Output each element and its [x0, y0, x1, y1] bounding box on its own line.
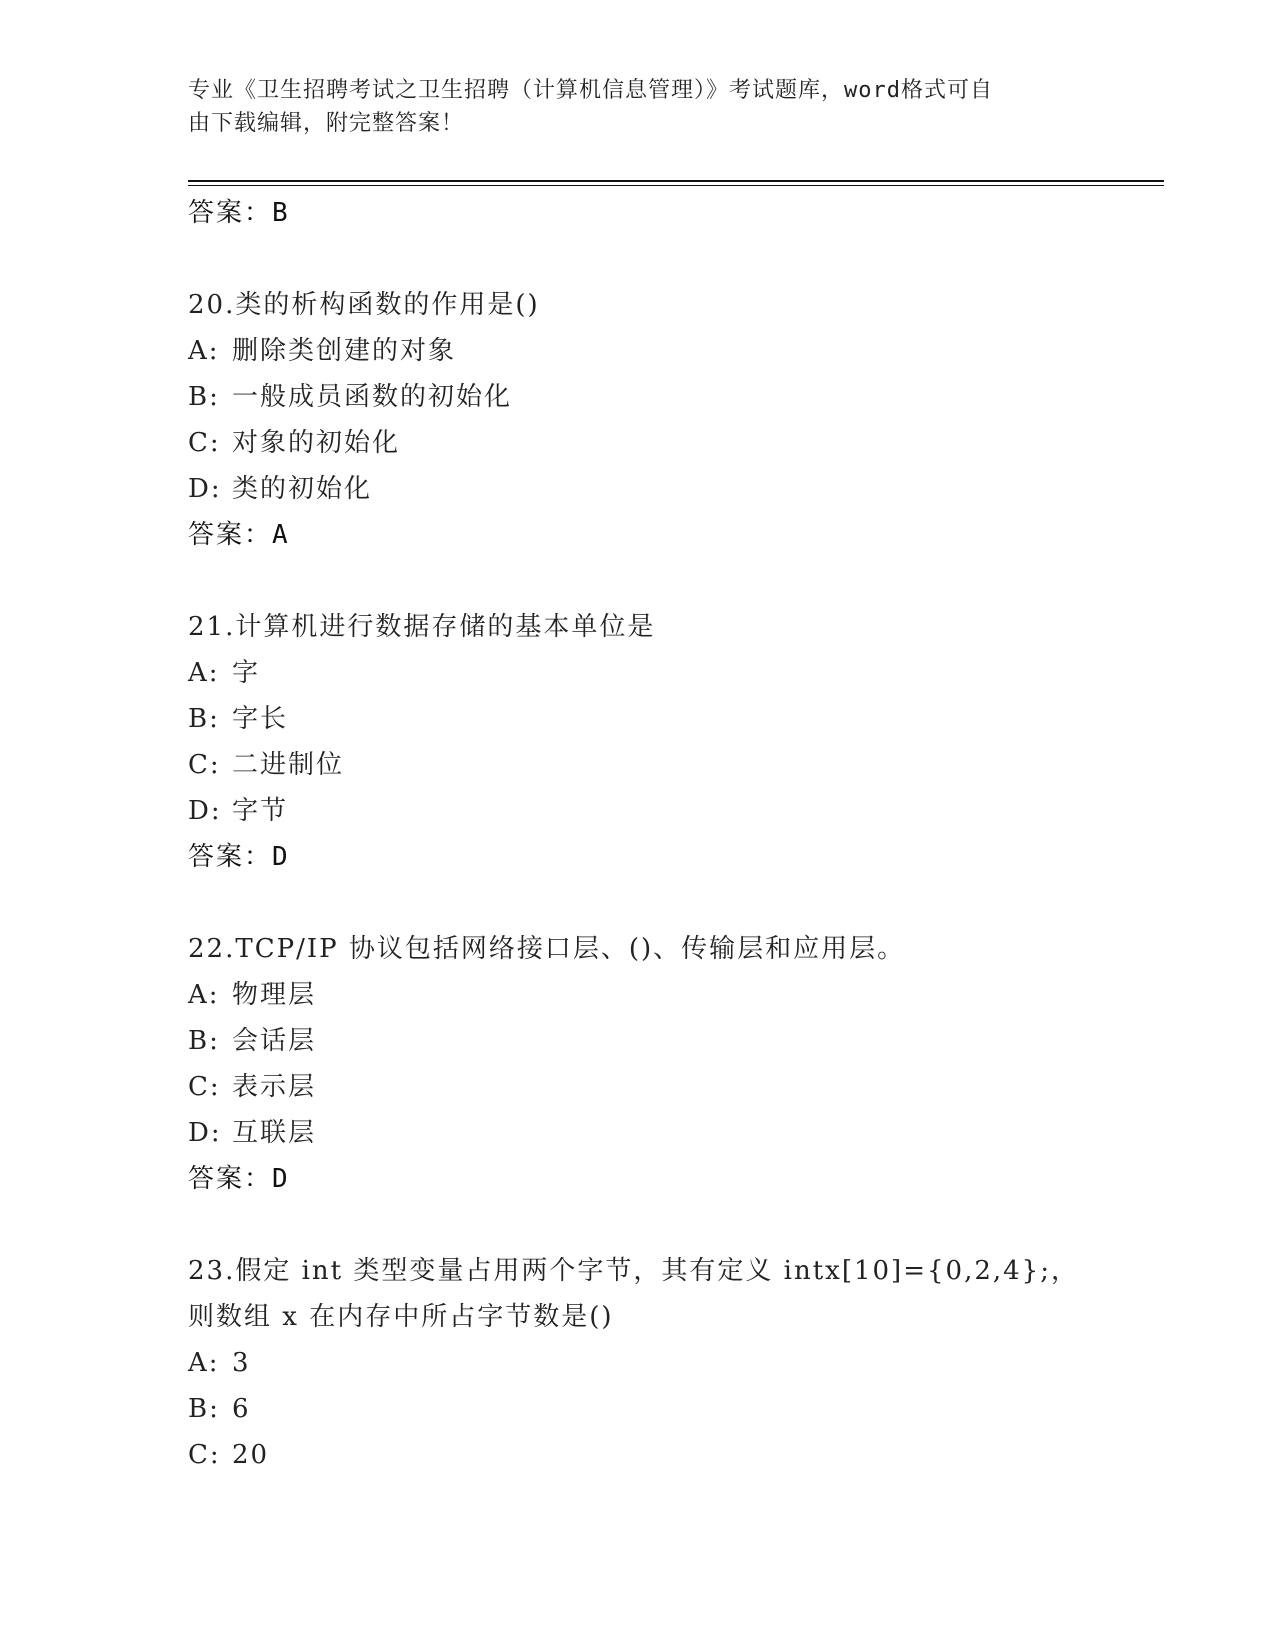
option-label: A:	[188, 980, 220, 1010]
option-text: 删除类创建的对象	[232, 336, 457, 366]
question-stem-line-2: 则数组 x 在内存中所占字节数是()	[188, 1302, 614, 1332]
answer-value: B	[272, 198, 290, 228]
question-stem: 21.计算机进行数据存储的基本单位是	[188, 612, 656, 642]
option-c	[188, 742, 1128, 788]
option-label: A:	[188, 658, 220, 688]
option-label: B:	[188, 704, 220, 734]
question-stem-line-1: 23.假定 int 类型变量占用两个字节，其有定义 intx[10]={0,2,4};，	[188, 1256, 1079, 1286]
option-text: 字	[232, 658, 261, 688]
header-divider-thin	[188, 185, 1164, 186]
option-label: B:	[188, 1394, 220, 1424]
option-label: D:	[188, 1118, 222, 1148]
header-line-1: 专业《卫生招聘考试之卫生招聘（计算机信息管理）》考试题库，word格式可自	[188, 78, 993, 103]
spacer	[188, 1202, 1128, 1248]
question-stem: 20.类的析构函数的作用是()	[188, 290, 540, 320]
option-b	[188, 374, 1128, 420]
option-label: C:	[188, 1440, 221, 1470]
option-a	[188, 1340, 1128, 1386]
option-text: 类的初始化	[232, 474, 373, 504]
option-text: 字节	[232, 796, 289, 826]
option-text: 会话层	[232, 1026, 317, 1056]
option-a	[188, 328, 1128, 374]
option-text: 一般成员函数的初始化	[232, 382, 513, 412]
option-c	[188, 1064, 1128, 1110]
option-label: D:	[188, 474, 222, 504]
option-b	[188, 696, 1128, 742]
option-label: B:	[188, 382, 220, 412]
answer-label: 答案：	[188, 842, 273, 872]
option-d	[188, 788, 1128, 834]
question-stem: 22.TCP/IP 协议包括网络接口层、()、传输层和应用层。	[188, 934, 906, 964]
option-text: 20	[232, 1440, 270, 1470]
option-c	[188, 1432, 1128, 1478]
option-text: 二进制位	[232, 750, 345, 780]
option-label: D:	[188, 796, 222, 826]
answer-value: A	[272, 520, 290, 550]
option-b	[188, 1018, 1128, 1064]
option-text: 3	[232, 1348, 251, 1378]
answer-label: 答案：	[188, 198, 273, 228]
spacer	[188, 880, 1128, 926]
option-a	[188, 972, 1128, 1018]
question-20	[188, 282, 1128, 558]
option-text: 6	[232, 1394, 251, 1424]
option-a	[188, 650, 1128, 696]
answer-label: 答案：	[188, 520, 273, 550]
option-text: 对象的初始化	[232, 428, 401, 458]
answer-line	[188, 190, 1128, 236]
answer-value: D	[272, 842, 290, 872]
option-label: C:	[188, 1072, 221, 1102]
option-text: 字长	[232, 704, 289, 734]
option-label: A:	[188, 336, 220, 366]
answer-line	[188, 512, 1128, 558]
header-line-2: 由下载编辑，附完整答案！	[188, 111, 465, 136]
spacer	[188, 236, 1128, 282]
document-header	[188, 74, 1088, 140]
answer-line	[188, 834, 1128, 880]
question-21	[188, 604, 1128, 880]
option-b	[188, 1386, 1128, 1432]
option-c	[188, 420, 1128, 466]
option-label: C:	[188, 428, 221, 458]
option-d	[188, 1110, 1128, 1156]
answer-value: D	[272, 1164, 290, 1194]
option-label: C:	[188, 750, 221, 780]
option-d	[188, 466, 1128, 512]
question-23	[188, 1248, 1128, 1478]
answer-label: 答案：	[188, 1164, 273, 1194]
question-list	[188, 190, 1128, 1478]
header-divider-thick	[188, 180, 1164, 182]
spacer	[188, 558, 1128, 604]
option-label: B:	[188, 1026, 220, 1056]
option-text: 物理层	[232, 980, 317, 1010]
option-text: 表示层	[232, 1072, 317, 1102]
question-22	[188, 926, 1128, 1202]
option-text: 互联层	[232, 1118, 317, 1148]
answer-line	[188, 1156, 1128, 1202]
option-label: A:	[188, 1348, 220, 1378]
